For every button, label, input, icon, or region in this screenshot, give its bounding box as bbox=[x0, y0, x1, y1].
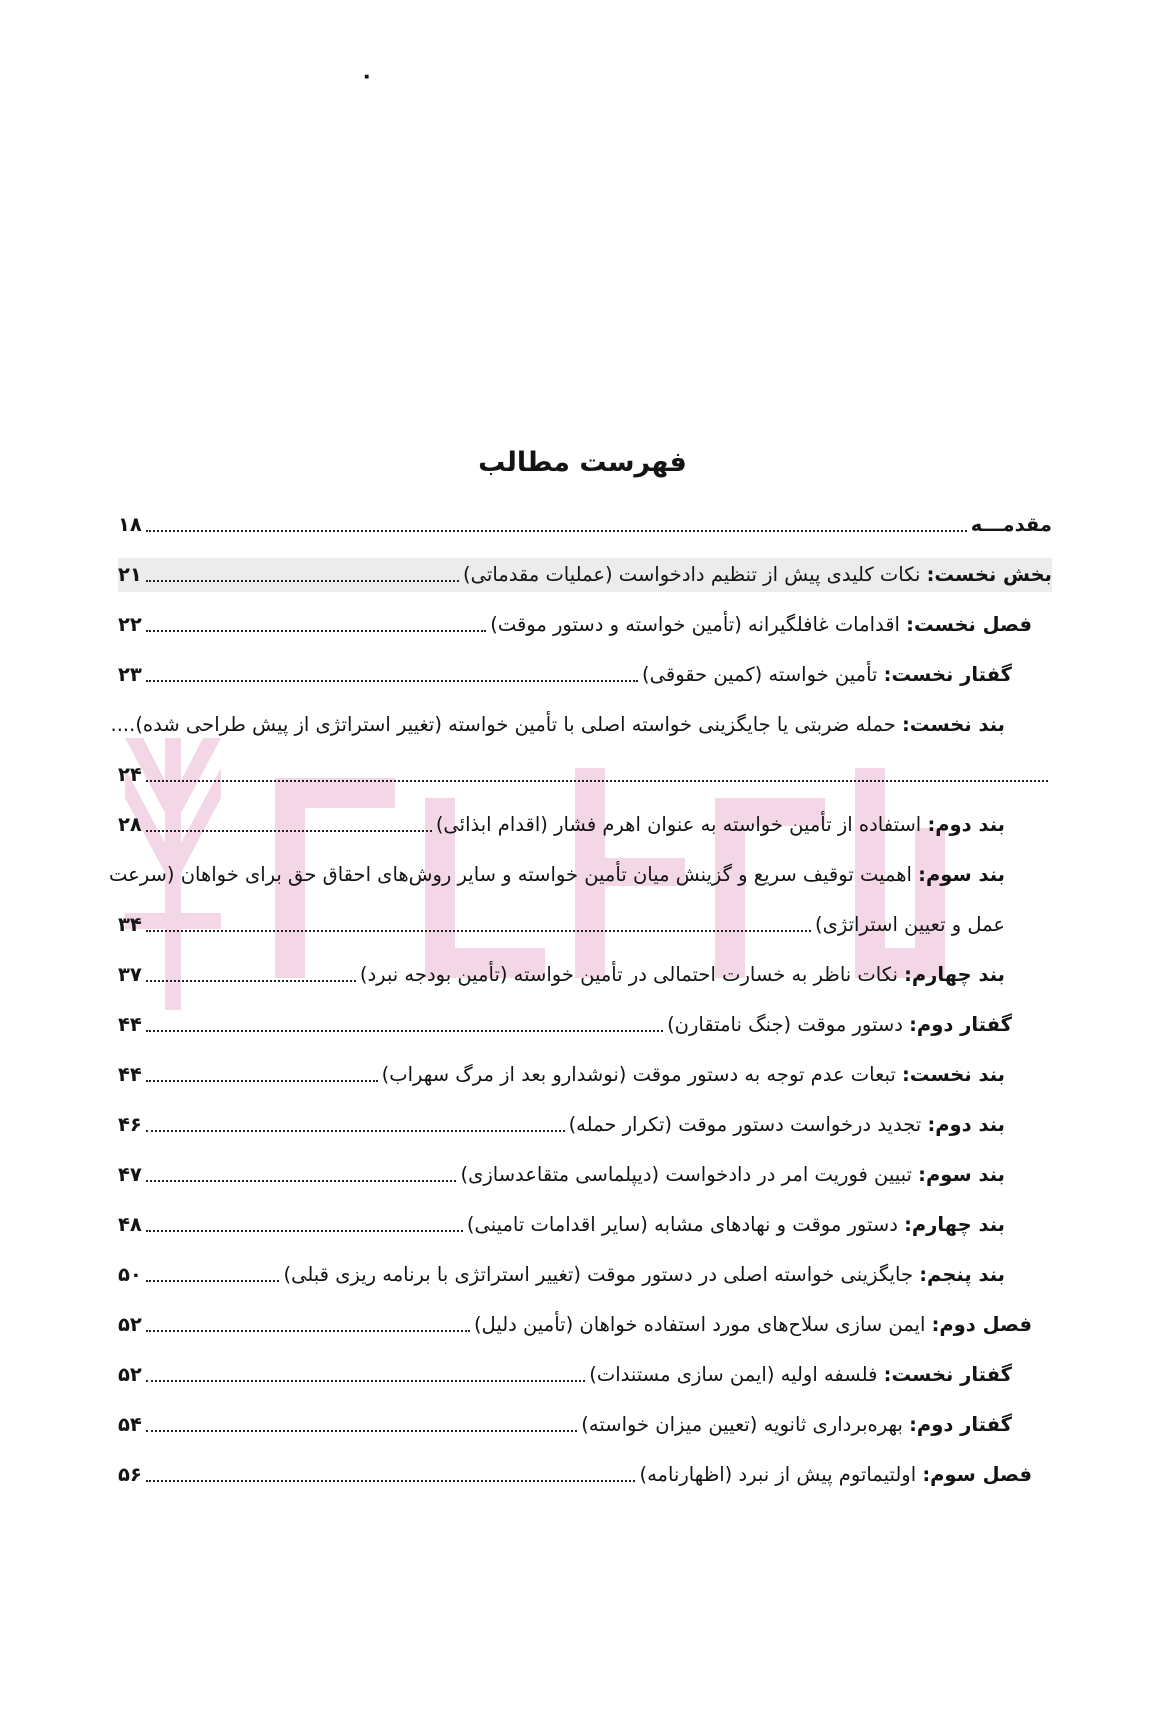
toc-entry-page: ۴۴ bbox=[118, 1013, 142, 1036]
leader-dots bbox=[146, 1480, 636, 1482]
toc-entry-clause-1b[interactable] bbox=[118, 1058, 1005, 1092]
toc-entry-text: فصل سوم: اولتیماتوم پیش از نبرد (اظهارنامه) bbox=[639, 1463, 1032, 1486]
toc-entry-page: ۵۴ bbox=[118, 1413, 142, 1436]
toc-entry-text: گفتار نخست: فلسفه اولیه (ایمن سازی مستندات) bbox=[589, 1363, 1012, 1386]
toc-entry-text: بند سوم: تبیین فوریت امر در دادخواست (دیپلماسی متقاعدسازی) bbox=[460, 1163, 1005, 1186]
toc-entry-page: ۳۷ bbox=[118, 963, 142, 986]
toc-entry-clause-1-line-1[interactable] bbox=[110, 708, 1005, 742]
toc-entry-page: ۵۶ bbox=[118, 1463, 142, 1486]
toc-entry-clause-3-line-2[interactable] bbox=[118, 908, 1005, 942]
toc-entry-page: ۵۲ bbox=[118, 1363, 142, 1386]
toc-entry-discourse-1c[interactable] bbox=[118, 1358, 1012, 1392]
leader-dots bbox=[146, 1380, 585, 1382]
toc-entry-text: بند چهارم: دستور موقت و نهادهای مشابه (سایر اقدامات تامینی) bbox=[466, 1213, 1005, 1236]
toc-entry-clause-4[interactable] bbox=[118, 958, 1005, 992]
toc-entry-text: عمل و تعیین استراتژی) bbox=[814, 913, 1005, 936]
leader-dots bbox=[146, 580, 459, 582]
toc-entry-page: ۲۸ bbox=[118, 813, 142, 836]
toc-entry-page: ۲۴ bbox=[118, 763, 142, 786]
toc-entry-page: ۵۲ bbox=[118, 1313, 142, 1336]
leader-dots bbox=[146, 830, 432, 832]
leader-dots bbox=[146, 1130, 565, 1132]
toc-entry-clause-4b[interactable] bbox=[118, 1208, 1005, 1242]
toc-entry-part-1[interactable] bbox=[118, 558, 1052, 592]
toc-entry-text: بند نخست: تبعات عدم توجه به دستور موقت (نوشدارو بعد از مرگ سهراب) bbox=[381, 1063, 1005, 1086]
toc-entry-text: گفتار نخست: تأمین خواسته (کمین حقوقی) bbox=[642, 663, 1012, 686]
toc-entry-text: فصل دوم: ایمن سازی سلاح‌های مورد استفاده خواهان (تأمین دلیل) bbox=[473, 1313, 1032, 1336]
leader-dots bbox=[146, 680, 638, 682]
leader-dots bbox=[146, 980, 356, 982]
toc-entry-text: گفتار دوم: دستور موقت (جنگ نامتقارن) bbox=[667, 1013, 1012, 1036]
toc-entry-discourse-1[interactable] bbox=[118, 658, 1012, 692]
toc-entry-page: ۳۴ bbox=[118, 913, 142, 936]
toc-entry-page: ۱۸ bbox=[118, 513, 142, 536]
toc-entry-text: گفتار دوم: بهره‌برداری ثانویه (تعیین میزان خواسته) bbox=[581, 1413, 1012, 1436]
toc-entry-page: ۴۶ bbox=[118, 1113, 142, 1136]
toc-entry-page: ۲۱ bbox=[118, 563, 142, 586]
toc-entry-page: ۵۰ bbox=[118, 1263, 142, 1286]
toc-entry-text: بخش نخست: نکات کلیدی پیش از تنظیم دادخواست (عملیات مقدماتی) bbox=[463, 563, 1052, 586]
leader-dots bbox=[146, 930, 811, 932]
leader-dots bbox=[146, 1230, 463, 1232]
toc-entry-clause-3-line-1[interactable] bbox=[109, 858, 1005, 892]
leader-dots bbox=[146, 1280, 280, 1282]
leader-dots bbox=[146, 1030, 663, 1032]
toc-entry-text: مقدمـــه bbox=[970, 513, 1052, 536]
toc-entry-text: بند نخست: حمله ضربتی یا جایگزینی خواسته اصلی با تأمین خواسته (تغییر استراتژی از پیش طراحی شده).... bbox=[110, 713, 1005, 736]
page-number: ۰ bbox=[360, 64, 374, 89]
toc-entry-page: ۴۸ bbox=[118, 1213, 142, 1236]
leader-dots bbox=[146, 1180, 457, 1182]
toc-entry-text: بند پنجم: جایگزینی خواسته اصلی در دستور موقت (تغییر استراتژی با برنامه ریزی قبلی) bbox=[283, 1263, 1005, 1286]
toc-entry-chapter-2[interactable] bbox=[118, 1308, 1032, 1342]
toc-entry-page: ۲۳ bbox=[118, 663, 142, 686]
toc-entry-page: ۴۷ bbox=[118, 1163, 142, 1186]
leader-dots bbox=[146, 630, 486, 632]
leader-dots bbox=[146, 1330, 470, 1332]
leader-dots bbox=[146, 780, 1048, 782]
toc-entry-clause-3b[interactable] bbox=[118, 1158, 1005, 1192]
leader-dots bbox=[146, 530, 967, 532]
toc-entry-clause-2[interactable] bbox=[118, 808, 1005, 842]
toc-entry-page: ۲۲ bbox=[118, 613, 142, 636]
toc-entry-text: بند دوم: استفاده از تأمین خواسته به عنوان اهرم فشار (اقدام ابذائی) bbox=[435, 813, 1005, 836]
leader-dots bbox=[146, 1430, 577, 1432]
toc-entry-text: بند دوم: تجدید درخواست دستور موقت (تکرار حمله) bbox=[568, 1113, 1005, 1136]
toc-entry-discourse-2[interactable] bbox=[118, 1008, 1012, 1042]
toc-entry-chapter-3[interactable] bbox=[118, 1458, 1032, 1492]
toc-entry-page: ۴۴ bbox=[118, 1063, 142, 1086]
toc-entry-discourse-2c[interactable] bbox=[118, 1408, 1012, 1442]
toc-title: فهرست مطالب bbox=[478, 447, 687, 478]
toc-entry-clause-5b[interactable] bbox=[118, 1258, 1005, 1292]
toc-entry-clause-2b[interactable] bbox=[118, 1108, 1005, 1142]
toc-entry-introduction[interactable] bbox=[118, 508, 1052, 542]
toc-entry-text: فصل نخست: اقدامات غافلگیرانه (تأمین خواسته و دستور موقت) bbox=[490, 613, 1032, 636]
toc-entry-text: بند سوم: اهمیت توقیف سریع و گزینش میان تأمین خواسته و سایر روش‌های احقاق حق برای خواهان (سرعت bbox=[109, 863, 1005, 886]
toc-entry-text: بند چهارم: نکات ناظر به خسارت احتمالی در تأمین خواسته (تأمین بودجه نبرد) bbox=[359, 963, 1005, 986]
leader-dots bbox=[146, 1080, 378, 1082]
toc-entry-clause-1-line-2[interactable] bbox=[118, 758, 1052, 792]
toc-entry-chapter-1[interactable] bbox=[118, 608, 1032, 642]
